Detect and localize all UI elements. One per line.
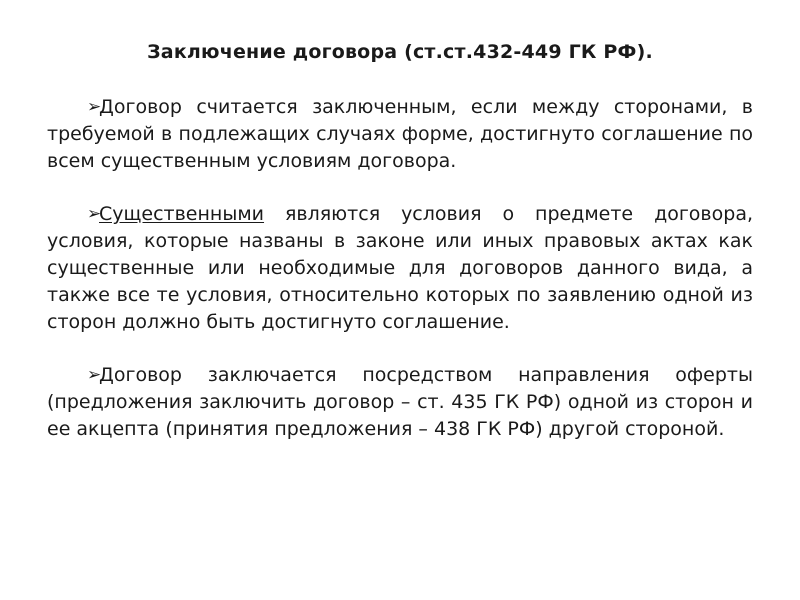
paragraph-2 <box>47 201 753 336</box>
paragraph-2-term: Существенными <box>99 203 265 225</box>
checkmark-arrow-icon: ➢ <box>87 204 102 224</box>
slide-body <box>47 94 753 469</box>
checkmark-arrow-icon: ➢ <box>87 97 102 117</box>
paragraph-1-text: Договор считается заключенным, если между сторонами, в требуемой в подлежащих случаях форме, достигнуто соглашение по всем существенным условиям договора. <box>47 96 753 172</box>
paragraph-1 <box>47 94 753 175</box>
checkmark-arrow-icon: ➢ <box>87 365 102 385</box>
page-title: Заключение договора (ст.ст.432-449 ГК РФ). <box>147 41 653 63</box>
paragraph-3 <box>47 362 753 443</box>
paragraph-2-text: являются условия о предмете договора, условия, которые названы в законе или иных правовых актах как существенные или необходимые для договоров данного вида, а также все те условия, относительно которых по заявлению одной из сторон должно быть достигнуто соглашение. <box>47 203 753 333</box>
paragraph-3-text: Договор заключается посредством направления оферты (предложения заключить договор – ст. 435 ГК РФ) одной из сторон и ее акцепта (принятия предложения – 438 ГК РФ) другой стороной. <box>47 364 753 440</box>
